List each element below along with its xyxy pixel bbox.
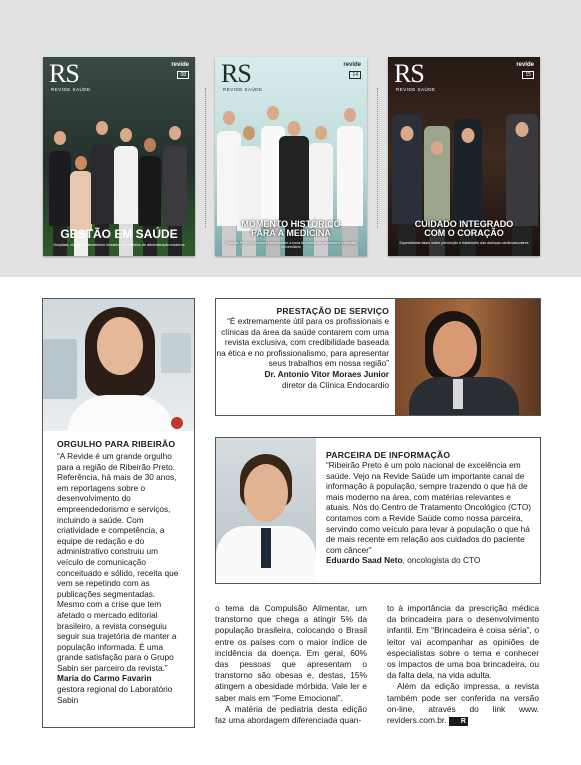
cover-brand: revide bbox=[516, 62, 534, 68]
testimonial-photo bbox=[43, 299, 194, 431]
cover-headline: MOMENTO HISTÓRICO PARA A MEDICINA bbox=[241, 219, 341, 239]
article-paragraph: o tema da Compulsão Alimentar, um transtorno que chega a atingir 5% da população brasileira, colocando o Brasil entre os países com o maior índice de incidência da doença. Em geral, 60% das pessoas que apresentam o transtorno são obesas e, destas, 15% atingem a obesidade mórbida. Vale ler e saber mais em “Fome Emocional”. bbox=[215, 603, 367, 703]
testimonial-author: Dr. Antonio Vitor Moraes Junior bbox=[264, 368, 389, 379]
end-mark-icon: R bbox=[449, 717, 468, 726]
divider bbox=[205, 88, 206, 228]
testimonial-role: gestora regional do Laboratório Sabin bbox=[57, 684, 173, 705]
testimonial-title: PARCEIRA DE INFORMAÇÃO bbox=[326, 450, 451, 460]
cover-brand: revide bbox=[343, 62, 361, 68]
cover-logo-sub: REVIDE SAÚDE bbox=[51, 87, 91, 92]
testimonial-author: Maria do Carmo Favarin bbox=[57, 673, 152, 684]
cover-logo: RS bbox=[49, 59, 79, 88]
testimonial-box-servico bbox=[215, 298, 541, 416]
cover-headline: CUIDADO INTEGRADO COM O CORAÇÃO bbox=[414, 219, 514, 239]
cover-person bbox=[70, 156, 92, 256]
cover-logo: RS bbox=[394, 59, 424, 88]
testimonial-quote: “É extremamente útil para os profissionais e clínicas da área da saúde contarem com uma revista exclusiva, com credibilidade baseada na ética e no profissionalismo, para apresentar seus trabalhos em nossa região” bbox=[216, 316, 389, 369]
testimonial-box-informacao: PARCEIRA DE INFORMAÇÃO “Ribeirão Preto é um polo nacional de excelência em saúde. Vejo na Revide Saúde um importante canal de informação à população, sempre trazendo o que há de mais moderno na área, com matérias relevantes e atuais. Nós do Centro de Tratamento Oncológico (CTO) contamos com a Revide Saúde como nossa parceira, servindo como veículo para levar à população o que há de mais recente em relação aos cuidados do paciente com câncer” Eduardo Saad Neto, oncologista do CTO bbox=[215, 437, 541, 584]
testimonial-box-ribeirao bbox=[42, 298, 195, 728]
testimonial-photo bbox=[395, 299, 540, 415]
cover-brand: revide bbox=[171, 62, 189, 68]
testimonial-photo bbox=[216, 438, 316, 583]
article-paragraph: A matéria de pediatria desta edição faz uma abordagem diferenciada quan- bbox=[215, 703, 367, 726]
cover-issue: 14 bbox=[349, 71, 361, 79]
cover-issue: 08 bbox=[177, 71, 189, 79]
cover-logo-sub: REVIDE SAÚDE bbox=[396, 87, 436, 92]
magazine-cover-1 bbox=[43, 57, 195, 256]
article-column-2 bbox=[387, 603, 539, 726]
article-paragraph: Além da edição impressa, a revista também pode ser conferida na versão on-line, através do link www. reviders.com.br. bbox=[387, 681, 539, 726]
testimonial-role: diretor da Clínica Endocardio bbox=[282, 379, 389, 390]
cover-headline: GESTÃO EM SAÚDE bbox=[60, 227, 178, 241]
testimonial-role: oncologista do CTO bbox=[407, 555, 481, 566]
cover-subline: Hospitais, clínicas e laboratórios investem em modelos de administração moderna bbox=[53, 243, 185, 247]
cover-subline: Especialistas falam sobre prevenção e tratamento das doenças cardiovasculares bbox=[399, 241, 529, 245]
cover-logo-sub: REVIDE SAÚDE bbox=[223, 87, 263, 92]
cover-logo: RS bbox=[221, 59, 251, 88]
divider bbox=[377, 88, 378, 228]
testimonial-quote: “Ribeirão Preto é um polo nacional de excelência em saúde. Vejo na Revide Saúde um importante canal de informação à população, sempre trazendo o que há de mais moderno na área, com matérias relevantes e atuais. Nós do Centro de Tratamento Oncológico (CTO) contamos com a Revide Saúde como nossa parceira, servindo como veículo para levar à população o que há de mais recente em relação aos cuidados do paciente com câncer” bbox=[326, 460, 532, 555]
testimonial-title: ORGULHO PARA RIBEIRÃO bbox=[57, 439, 176, 449]
testimonial-author: Eduardo Saad Neto bbox=[326, 555, 403, 566]
article-column-1 bbox=[215, 603, 367, 726]
magazine-cover-3 bbox=[388, 57, 540, 256]
testimonial-title: PRESTAÇÃO DE SERVIÇO bbox=[276, 306, 389, 316]
cover-subline: Ribeirão Preto se prepara para receber a nova faculdade de medicina e o hospital universitário bbox=[225, 241, 357, 250]
article-paragraph: to à importância da prescrição médica da brincadeira para o desenvolvimento infantil. Em “Brincadeira é coisa séria”, o leitor vai acompanhar as opiniões de especialistas sobre o tema e conhecer os impactos de uma boa brincadeira, ou da falta dela, na vida adulta. bbox=[387, 603, 539, 681]
testimonial-quote: “A Revide é um grande orgulho para a região de Ribeirão Preto. Referência, há mais de 30 anos, em reportagens sobre o desenvolvimento do empreendedorismo e serviços, incluindo a saúde. Com criatividade e competência, a equipe de redação e do administrativo construiu um veículo de comunicação conceituado e sólido, receita que vem se repetindo com as publicações segmentadas. Mesmo com a crise que tem afetado o mercado editorial brasileiro, a revista conseguiu seguir sua trajetória de manter a população informada. É uma grande satisfação para o Grupo Sabin ser parceiro da revista.” bbox=[57, 451, 179, 673]
cover-issue: 15 bbox=[522, 71, 534, 79]
magazine-cover-2 bbox=[215, 57, 367, 256]
